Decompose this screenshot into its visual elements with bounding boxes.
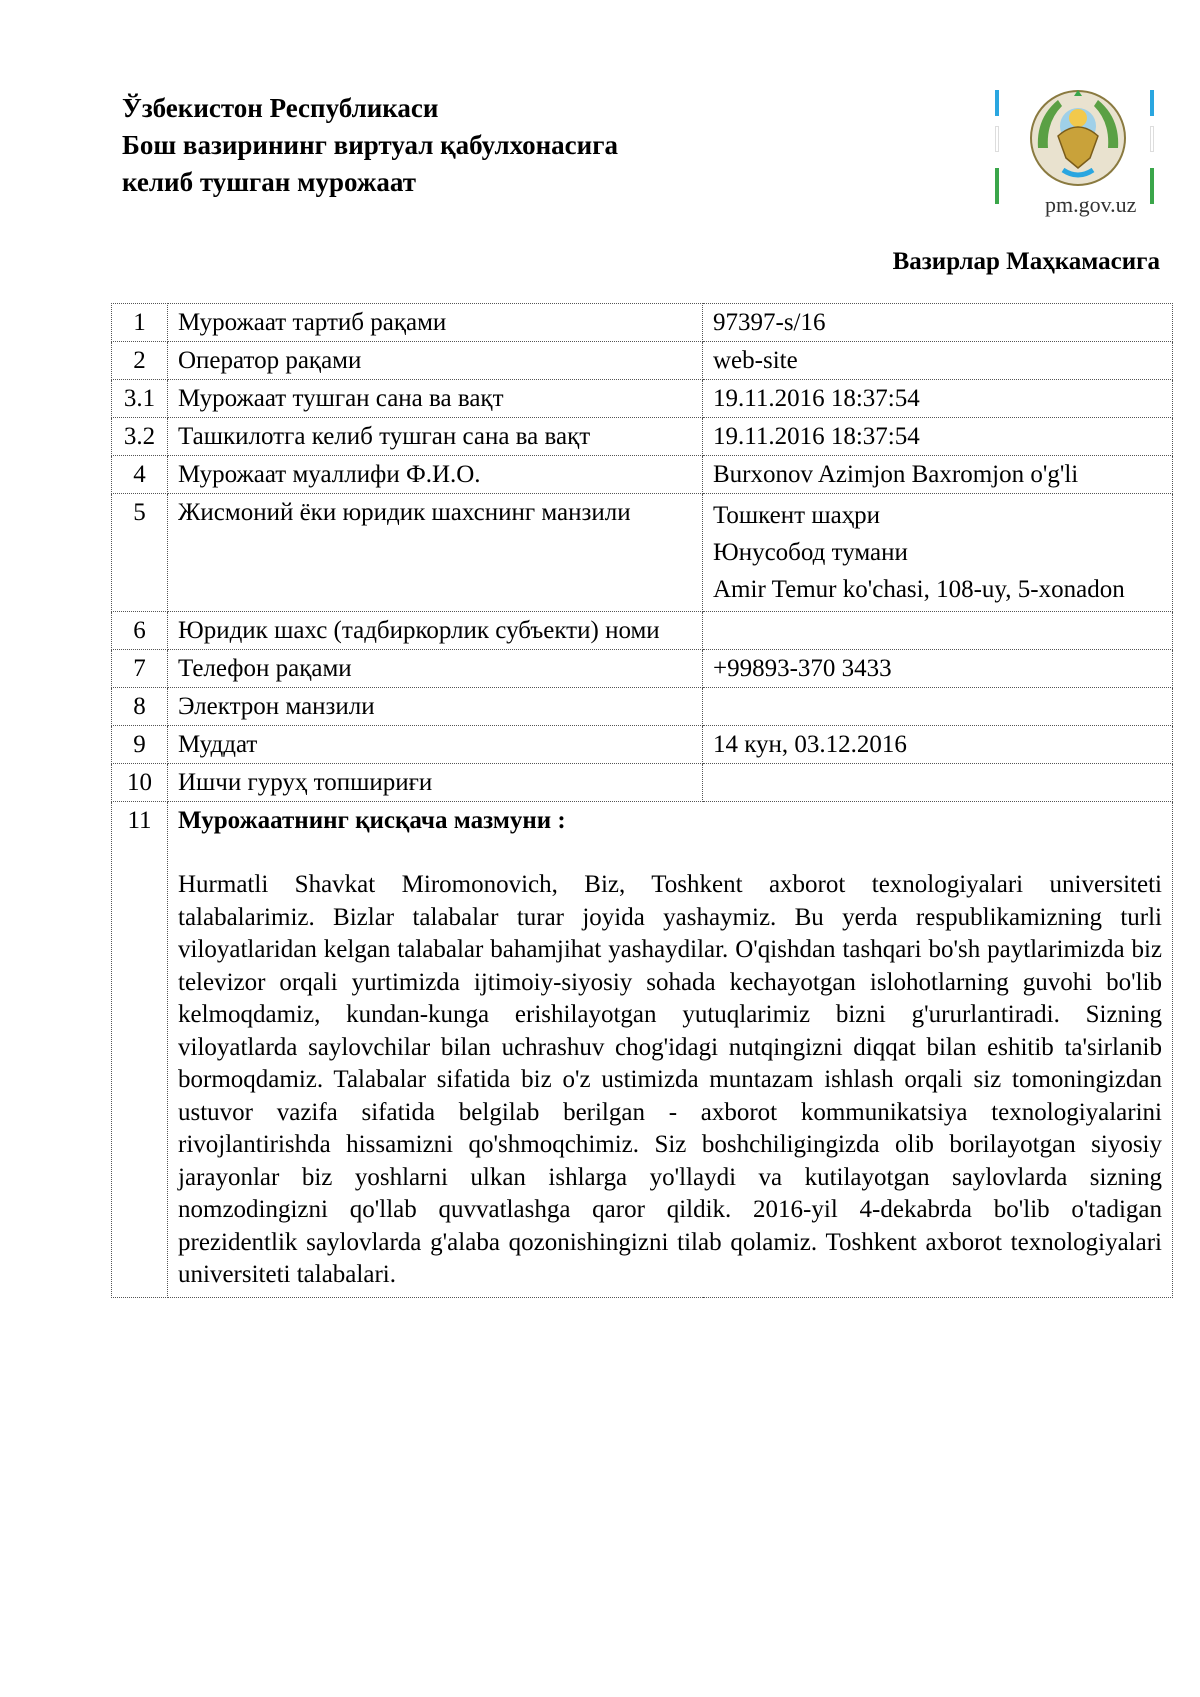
address-value	[703, 494, 1173, 612]
row-value: 97397-s/16	[703, 304, 1173, 342]
row-number: 1	[112, 304, 168, 342]
row-value: 19.11.2016 18:37:54	[703, 418, 1173, 456]
row-number: 2	[112, 342, 168, 380]
summary-title: Мурожаатнинг қисқача мазмуни :	[178, 807, 566, 834]
row-number: 9	[112, 726, 168, 764]
logo-caption: pm.gov.uz	[1045, 192, 1137, 217]
row-label: Мурожаат тушган сана ва вақт	[168, 380, 703, 418]
title-line-1: Ўзбекистон Республикаси	[122, 93, 439, 123]
row-label: Электрон манзили	[168, 688, 703, 726]
row-label: Оператор рақами	[168, 342, 703, 380]
row-value: web-site	[703, 342, 1173, 380]
table-row	[112, 650, 1173, 688]
table-row	[112, 726, 1173, 764]
row-number: 11	[112, 802, 168, 1298]
row-number: 7	[112, 650, 168, 688]
pm-gov-logo	[985, 88, 1165, 218]
table-row	[112, 764, 1173, 802]
row-label: Юридик шахс (тадбиркорлик субъекти) номи	[168, 612, 703, 650]
row-number: 6	[112, 612, 168, 650]
row-value: +99893-370 3433	[703, 650, 1173, 688]
row-value: 19.11.2016 18:37:54	[703, 380, 1173, 418]
address-street: Amir Temur ko'chasi, 108-uy, 5-xonadon	[713, 576, 1125, 603]
row-label: Телефон рақами	[168, 650, 703, 688]
table-row	[112, 342, 1173, 380]
row-label: Муддат	[168, 726, 703, 764]
address-district: Юнусобод тумани	[713, 539, 908, 566]
summary-cell	[168, 802, 1173, 1298]
row-value	[703, 688, 1173, 726]
table-row	[112, 418, 1173, 456]
row-value: Burxonov Azimjon Baxromjon o'g'li	[703, 456, 1173, 494]
title-line-3: келиб тушган мурожаат	[122, 167, 416, 197]
summary-body: Hurmatli Shavkat Miromonovich, Biz, Toshkent axborot texnologiyalari universiteti talabalarimiz. Bizlar talabalar turar joyida yashaymiz. Bu yerda respublikamizning turli viloyatlaridan kelgan talabalar bahamjihat yashaydilar. O'qishdan tashqari bo'sh paytlarimizda biz televizor orqali yurtimizda ijtimoiy-siyosiy sohada kechayotgan islohotlarning guvohi bo'lib kelmoqdamiz, kundan-kunga erishilayotgan yutuqlarimiz bizni g'ururlantiradi. Sizning viloyatlarda saylovchilar bilan uchrashuv chog'idagi nutqingizni diqqat bilan eshitib ta'sirlanib bormoqdamiz. Talabalar sifatida biz o'z ustimizda muntazam ishlash orqali siz tomoningizdan ustuvor vazifa sifatida belgilab berilgan - axborot kommunikatsiya texnologiyalarini rivojlantirishda hissamizni qo'shmoqchimiz. Siz boshchiligingizda olib borilayotgan siyosiy jarayonlar biz yoshlarni ulkan ishlarga yo'llaydi va kutilayotgan saylovlarda sizning nomzodingizni qo'llab quvvatlashga qaror qildik. 2016-yil 4-dekabrda bo'lib o'tadigan prezidentlik saylovlarda g'alaba qozonishingizni tilab qolamiz. Toshkent axborot texnologiyalari universiteti talabalari.	[178, 871, 1162, 1288]
appeal-info-table	[111, 303, 1173, 1298]
title-line-2: Бош вазирининг виртуал қабулхонасига	[122, 130, 618, 160]
table-row	[112, 456, 1173, 494]
addressee: Вазирлар Маҳкамасига	[892, 248, 1160, 275]
table-row-summary	[112, 802, 1173, 1298]
row-label: Мурожаат тартиб рақами	[168, 304, 703, 342]
row-label: Ишчи гуруҳ топшириғи	[168, 764, 703, 802]
row-value	[703, 764, 1173, 802]
row-number: 4	[112, 456, 168, 494]
row-label: Жисмоний ёки юридик шахснинг манзили	[168, 494, 703, 612]
row-number: 10	[112, 764, 168, 802]
address-city: Тошкент шаҳри	[713, 502, 881, 529]
row-number: 8	[112, 688, 168, 726]
table-row	[112, 380, 1173, 418]
row-value: 14 кун, 03.12.2016	[703, 726, 1173, 764]
state-emblem-icon	[1028, 88, 1128, 188]
row-number: 5	[112, 494, 168, 612]
table-row	[112, 304, 1173, 342]
table-row	[112, 494, 1173, 612]
row-value	[703, 612, 1173, 650]
row-number: 3.2	[112, 418, 168, 456]
table-row	[112, 688, 1173, 726]
row-label: Ташкилотга келиб тушган сана ва вақт	[168, 418, 703, 456]
row-label: Мурожаат муаллифи Ф.И.О.	[168, 456, 703, 494]
document-title	[122, 90, 618, 201]
row-number: 3.1	[112, 380, 168, 418]
table-row	[112, 612, 1173, 650]
